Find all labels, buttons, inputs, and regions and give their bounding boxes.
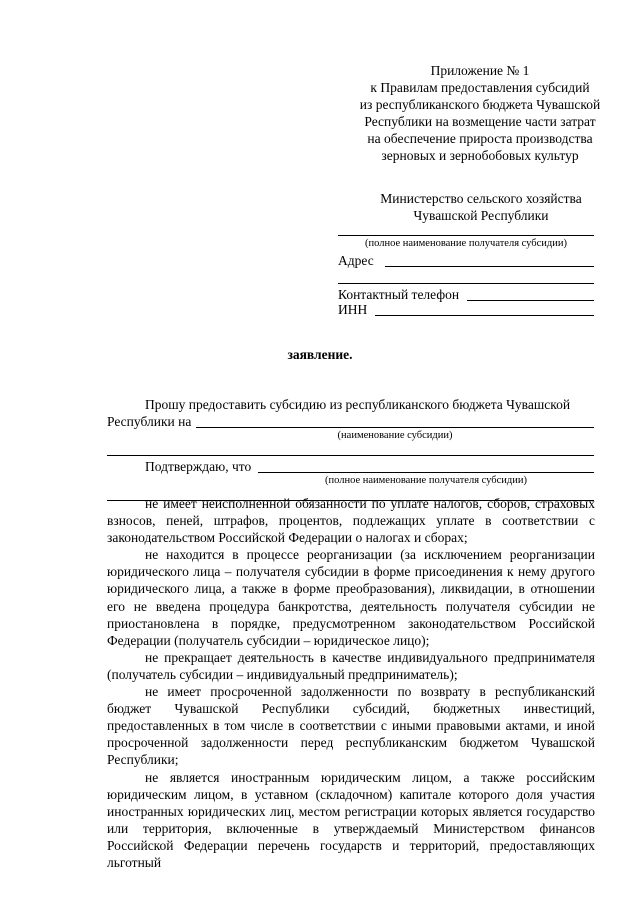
conditions-list [107,495,595,871]
appendix-line: зерновых и зернобобовых культур [381,148,579,163]
phone-label: Контактный телефон [338,287,460,302]
inn-line[interactable] [375,315,594,316]
address-line-2[interactable] [338,283,594,284]
condition-item: не имеет просроченной задолженности по возврату в республиканский бюджет Чувашской Республики субсидий, бюджетных инвестиций, предоставленных в том числе в соответствии с иными правовыми актами, и иной просроченной задолженности перед республиканским бюджетом Чувашской Республики; [107,684,595,768]
address-line-1[interactable] [385,266,594,267]
confirm-label: Подтверждаю, что [145,459,252,474]
condition-item: не имеет неисполненной обязанности по уплате налогов, сборов, страховых взносов, пеней, штрафов, процентов, подлежащих уплате в соответствии с законодательством Российской Федерации о налогах и сборах; [107,496,595,546]
recipient-line: Министерство сельского хозяйства [380,191,582,206]
appendix-header [330,62,630,164]
recipient-block [336,190,626,224]
condition-item: не прекращает деятельность в качестве индивидуального предпринимателя (получатель субсидии – индивидуальный предприниматель); [107,649,595,682]
applicant-name-caption: (полное наименование получателя субсидии) [365,238,567,249]
appendix-line: Республики на возмещение части затрат [364,114,596,129]
appendix-line: из республиканского бюджета Чувашской [359,97,601,112]
condition-item: не является иностранным юридическим лицом, а также российским юридическим лицом, в уставном (складочном) капитале которого доля участия иностранных юридических лиц, местом регистрации которых является государство или территория, включенные в утверждаемый Министерством финансов Российской Федерации перечень государств и территорий, предоставляющих льготный [107,769,595,870]
recipient-line: Чувашской Республики [413,208,549,223]
appendix-line: на обеспечение прироста производства [367,131,593,146]
document-title: заявление. [287,347,353,362]
request-text-line2: Республики на [107,414,192,429]
inn-label: ИНН [338,302,368,317]
address-label: Адрес [338,253,374,268]
phone-line[interactable] [467,300,594,301]
confirm-recipient-caption: (полное наименование получателя субсидии) [325,475,527,486]
request-text-line1: Прошу предоставить субсидию из республиканского бюджета Чувашской [145,397,571,412]
condition-item: не находится в процессе реорганизации (за исключением реорганизации юридического лица – получателя субсидии в форме присоединения к нему другого юридического лица, а также в форме преобразования), ликвидации, в отношении его не введена процедура банкротства, деятельность получателя субсидии не приостановлена в порядке, предусмотренном законодательством Российской Федерации (получатель субсидии – юридическое лицо); [107,547,595,648]
applicant-name-line[interactable] [338,235,594,236]
subsidy-name-line[interactable] [196,427,594,428]
subsidy-name-line-2[interactable] [107,455,594,456]
confirm-recipient-line[interactable] [258,472,594,473]
subsidy-name-caption: (наименование субсидии) [337,430,453,441]
appendix-number: Приложение № 1 [430,63,530,78]
appendix-line: к Правилам предоставления субсидий [370,80,590,95]
